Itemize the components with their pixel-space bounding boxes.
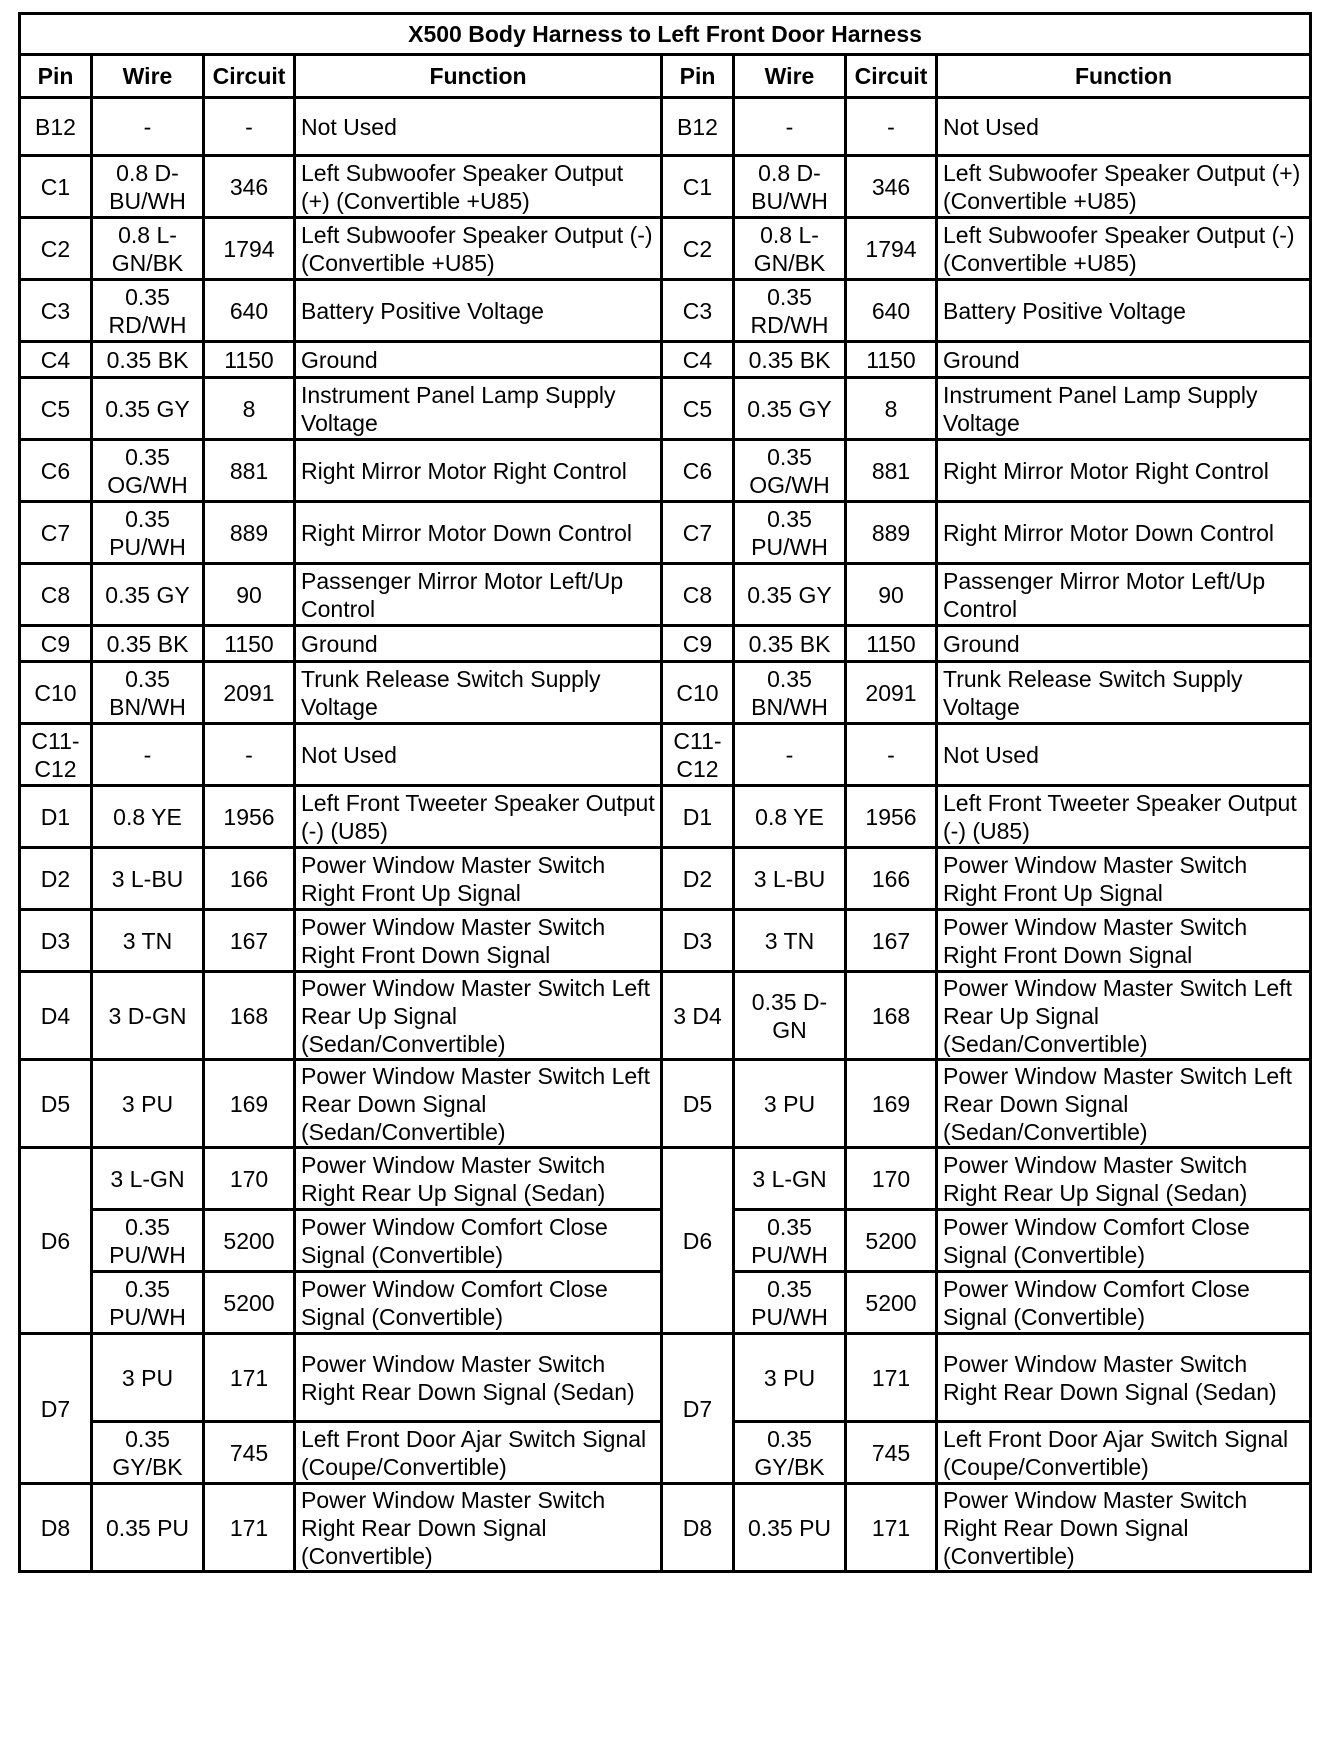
table-row <box>20 98 1311 156</box>
wire-cell: 0.35 PU/WH <box>734 502 846 564</box>
circuit-cell: 8 <box>846 378 937 440</box>
circuit-cell: 90 <box>846 564 937 626</box>
wire-cell: 0.8 YE <box>92 786 204 848</box>
wire-cell: 0.8 YE <box>734 786 846 848</box>
wire-cell: 0.35 PU <box>92 1484 204 1572</box>
header-row <box>20 55 1311 98</box>
circuit-cell: 5200 <box>204 1210 295 1272</box>
function-cell: Power Window Master Switch Right Rear Down Signal (Sedan) <box>937 1334 1311 1422</box>
wire-cell: - <box>92 724 204 786</box>
pin-cell: D1 <box>662 786 734 848</box>
pin-cell: D5 <box>20 1060 92 1148</box>
header-function: Function <box>295 55 662 98</box>
circuit-cell: 5200 <box>846 1210 937 1272</box>
harness-table-container <box>18 12 1309 1573</box>
wire-cell: 3 L-GN <box>92 1148 204 1210</box>
function-cell: Left Subwoofer Speaker Output (+) (Convertible +U85) <box>937 156 1311 218</box>
table-row <box>20 378 1311 440</box>
circuit-cell: 170 <box>204 1148 295 1210</box>
circuit-cell: 1150 <box>204 342 295 378</box>
wire-cell: 3 PU <box>734 1060 846 1148</box>
pin-cell: B12 <box>662 98 734 156</box>
function-cell: Power Window Master Switch Right Front Up Signal <box>937 848 1311 910</box>
function-cell: Power Window Master Switch Right Rear Down Signal (Convertible) <box>937 1484 1311 1572</box>
pin-cell: D3 <box>662 910 734 972</box>
table-row <box>20 1060 1311 1148</box>
table-row <box>20 848 1311 910</box>
function-cell: Power Window Master Switch Right Rear Down Signal (Sedan) <box>295 1334 662 1422</box>
wire-cell: 0.35 BN/WH <box>734 662 846 724</box>
wire-cell: 3 L-BU <box>734 848 846 910</box>
circuit-cell: 90 <box>204 564 295 626</box>
wire-cell: - <box>734 724 846 786</box>
function-cell: Power Window Master Switch Left Rear Down Signal (Sedan/Convertible) <box>295 1060 662 1148</box>
wire-cell: 0.35 PU/WH <box>92 1210 204 1272</box>
pin-cell: 3 D4 <box>662 972 734 1060</box>
function-cell: Not Used <box>937 98 1311 156</box>
pin-cell: C6 <box>662 440 734 502</box>
function-cell: Passenger Mirror Motor Left/Up Control <box>295 564 662 626</box>
function-cell: Ground <box>295 342 662 378</box>
pin-cell: D8 <box>20 1484 92 1572</box>
function-cell: Not Used <box>295 98 662 156</box>
pin-cell: D3 <box>20 910 92 972</box>
circuit-cell: 170 <box>846 1148 937 1210</box>
function-cell: Power Window Master Switch Right Front Up Signal <box>295 848 662 910</box>
function-cell: Power Window Master Switch Left Rear Up Signal (Sedan/Convertible) <box>295 972 662 1060</box>
pin-cell: C10 <box>662 662 734 724</box>
circuit-cell: 171 <box>846 1484 937 1572</box>
circuit-cell: 166 <box>204 848 295 910</box>
pin-cell: C1 <box>20 156 92 218</box>
circuit-cell: 889 <box>846 502 937 564</box>
wire-cell: 0.35 D-GN <box>734 972 846 1060</box>
table-row <box>20 280 1311 342</box>
pin-cell: D2 <box>662 848 734 910</box>
function-cell: Instrument Panel Lamp Supply Voltage <box>937 378 1311 440</box>
wire-cell: 3 TN <box>734 910 846 972</box>
function-cell: Power Window Master Switch Right Rear Down Signal (Convertible) <box>295 1484 662 1572</box>
wire-cell: 3 PU <box>92 1334 204 1422</box>
wire-cell: 0.35 GY/BK <box>92 1422 204 1484</box>
function-cell: Power Window Comfort Close Signal (Convertible) <box>295 1272 662 1334</box>
pin-cell: C11-C12 <box>662 724 734 786</box>
table-row <box>20 724 1311 786</box>
table-row <box>20 786 1311 848</box>
pin-cell: D7 <box>20 1334 92 1484</box>
circuit-cell: 640 <box>846 280 937 342</box>
function-cell: Right Mirror Motor Down Control <box>295 502 662 564</box>
function-cell: Left Subwoofer Speaker Output (-) (Convertible +U85) <box>295 218 662 280</box>
circuit-cell: 168 <box>204 972 295 1060</box>
pin-cell: C2 <box>662 218 734 280</box>
table-row <box>20 502 1311 564</box>
circuit-cell: - <box>846 98 937 156</box>
wire-cell: 0.35 BK <box>734 626 846 662</box>
header-pin: Pin <box>20 55 92 98</box>
circuit-cell: - <box>846 724 937 786</box>
pin-cell: C3 <box>20 280 92 342</box>
pin-cell: C8 <box>662 564 734 626</box>
pin-cell: D5 <box>662 1060 734 1148</box>
function-cell: Passenger Mirror Motor Left/Up Control <box>937 564 1311 626</box>
table-row <box>20 1148 1311 1210</box>
table-title: X500 Body Harness to Left Front Door Harness <box>20 14 1311 55</box>
function-cell: Power Window Master Switch Right Front Down Signal <box>295 910 662 972</box>
wire-cell: - <box>734 98 846 156</box>
circuit-cell: 1794 <box>204 218 295 280</box>
wire-cell: 3 L-BU <box>92 848 204 910</box>
header-circuit: Circuit <box>204 55 295 98</box>
wire-cell: 0.35 GY <box>734 564 846 626</box>
wire-cell: 0.8 D-BU/WH <box>734 156 846 218</box>
circuit-cell: 168 <box>846 972 937 1060</box>
function-cell: Trunk Release Switch Supply Voltage <box>295 662 662 724</box>
wire-cell: 3 PU <box>734 1334 846 1422</box>
circuit-cell: 889 <box>204 502 295 564</box>
table-row <box>20 1334 1311 1422</box>
pin-cell: C4 <box>20 342 92 378</box>
circuit-cell: 171 <box>846 1334 937 1422</box>
wire-cell: 0.35 GY/BK <box>734 1422 846 1484</box>
circuit-cell: 1956 <box>204 786 295 848</box>
circuit-cell: 171 <box>204 1334 295 1422</box>
table-row <box>20 1484 1311 1572</box>
pin-cell: C8 <box>20 564 92 626</box>
function-cell: Power Window Comfort Close Signal (Convertible) <box>937 1210 1311 1272</box>
function-cell: Power Window Comfort Close Signal (Convertible) <box>937 1272 1311 1334</box>
wire-cell: 0.35 BN/WH <box>92 662 204 724</box>
circuit-cell: 167 <box>846 910 937 972</box>
function-cell: Power Window Master Switch Right Front Down Signal <box>937 910 1311 972</box>
wire-cell: 0.35 PU/WH <box>92 1272 204 1334</box>
function-cell: Instrument Panel Lamp Supply Voltage <box>295 378 662 440</box>
circuit-cell: 2091 <box>846 662 937 724</box>
function-cell: Power Window Master Switch Left Rear Up Signal (Sedan/Convertible) <box>937 972 1311 1060</box>
wire-cell: 0.35 PU <box>734 1484 846 1572</box>
function-cell: Left Subwoofer Speaker Output (+) (Convertible +U85) <box>295 156 662 218</box>
circuit-cell: 167 <box>204 910 295 972</box>
table-row <box>20 972 1311 1060</box>
function-cell: Right Mirror Motor Right Control <box>295 440 662 502</box>
pinout-table <box>18 12 1312 1573</box>
wire-cell: 3 PU <box>92 1060 204 1148</box>
pin-cell: C11-C12 <box>20 724 92 786</box>
wire-cell: 0.35 RD/WH <box>92 280 204 342</box>
wire-cell: 0.35 OG/WH <box>734 440 846 502</box>
wire-cell: 0.8 L-GN/BK <box>734 218 846 280</box>
pin-cell: D6 <box>20 1148 92 1334</box>
circuit-cell: 640 <box>204 280 295 342</box>
pin-cell: C2 <box>20 218 92 280</box>
circuit-cell: 1150 <box>204 626 295 662</box>
wire-cell: 3 D-GN <box>92 972 204 1060</box>
circuit-cell: 346 <box>204 156 295 218</box>
circuit-cell: 2091 <box>204 662 295 724</box>
header-pin: Pin <box>662 55 734 98</box>
circuit-cell: 5200 <box>204 1272 295 1334</box>
circuit-cell: 346 <box>846 156 937 218</box>
wire-cell: 0.35 BK <box>92 626 204 662</box>
table-body <box>20 98 1311 1572</box>
function-cell: Ground <box>937 342 1311 378</box>
function-cell: Left Front Tweeter Speaker Output (-) (U85) <box>295 786 662 848</box>
pin-cell: D1 <box>20 786 92 848</box>
circuit-cell: 1956 <box>846 786 937 848</box>
circuit-cell: 171 <box>204 1484 295 1572</box>
function-cell: Left Subwoofer Speaker Output (-) (Convertible +U85) <box>937 218 1311 280</box>
function-cell: Ground <box>937 626 1311 662</box>
function-cell: Right Mirror Motor Right Control <box>937 440 1311 502</box>
pin-cell: C10 <box>20 662 92 724</box>
pin-cell: D7 <box>662 1334 734 1484</box>
wire-cell: 0.35 GY <box>92 564 204 626</box>
header-function: Function <box>937 55 1311 98</box>
circuit-cell: - <box>204 98 295 156</box>
table-row <box>20 440 1311 502</box>
wire-cell: 3 TN <box>92 910 204 972</box>
pin-cell: C7 <box>20 502 92 564</box>
table-row <box>20 342 1311 378</box>
circuit-cell: 169 <box>846 1060 937 1148</box>
wire-cell: 0.35 PU/WH <box>92 502 204 564</box>
circuit-cell: 1150 <box>846 626 937 662</box>
function-cell: Battery Positive Voltage <box>295 280 662 342</box>
circuit-cell: 166 <box>846 848 937 910</box>
table-row <box>20 662 1311 724</box>
wire-cell: 0.8 D-BU/WH <box>92 156 204 218</box>
function-cell: Power Window Master Switch Right Rear Up Signal (Sedan) <box>295 1148 662 1210</box>
function-cell: Battery Positive Voltage <box>937 280 1311 342</box>
table-row <box>20 564 1311 626</box>
pin-cell: D8 <box>662 1484 734 1572</box>
table-row <box>20 156 1311 218</box>
wire-cell: 0.35 BK <box>92 342 204 378</box>
circuit-cell: 745 <box>846 1422 937 1484</box>
circuit-cell: 881 <box>846 440 937 502</box>
pin-cell: D2 <box>20 848 92 910</box>
wire-cell: 0.35 GY <box>92 378 204 440</box>
function-cell: Power Window Master Switch Left Rear Down Signal (Sedan/Convertible) <box>937 1060 1311 1148</box>
circuit-cell: 881 <box>204 440 295 502</box>
header-wire: Wire <box>734 55 846 98</box>
pin-cell: C5 <box>662 378 734 440</box>
pin-cell: C3 <box>662 280 734 342</box>
function-cell: Right Mirror Motor Down Control <box>937 502 1311 564</box>
pin-cell: C9 <box>20 626 92 662</box>
function-cell: Ground <box>295 626 662 662</box>
wire-cell: 0.35 OG/WH <box>92 440 204 502</box>
header-circuit: Circuit <box>846 55 937 98</box>
function-cell: Not Used <box>937 724 1311 786</box>
function-cell: Left Front Door Ajar Switch Signal (Coupe/Convertible) <box>295 1422 662 1484</box>
pin-cell: C4 <box>662 342 734 378</box>
pin-cell: C6 <box>20 440 92 502</box>
pin-cell: C9 <box>662 626 734 662</box>
pin-cell: B12 <box>20 98 92 156</box>
header-wire: Wire <box>92 55 204 98</box>
function-cell: Left Front Tweeter Speaker Output (-) (U85) <box>937 786 1311 848</box>
wire-cell: 0.35 PU/WH <box>734 1210 846 1272</box>
circuit-cell: 1794 <box>846 218 937 280</box>
function-cell: Trunk Release Switch Supply Voltage <box>937 662 1311 724</box>
circuit-cell: 745 <box>204 1422 295 1484</box>
circuit-cell: 1150 <box>846 342 937 378</box>
title-row <box>20 14 1311 55</box>
circuit-cell: 5200 <box>846 1272 937 1334</box>
table-row <box>20 626 1311 662</box>
wire-cell: 3 L-GN <box>734 1148 846 1210</box>
wire-cell: - <box>92 98 204 156</box>
pin-cell: C1 <box>662 156 734 218</box>
pin-cell: D4 <box>20 972 92 1060</box>
wire-cell: 0.35 RD/WH <box>734 280 846 342</box>
pin-cell: C7 <box>662 502 734 564</box>
wire-cell: 0.35 PU/WH <box>734 1272 846 1334</box>
circuit-cell: 169 <box>204 1060 295 1148</box>
circuit-cell: 8 <box>204 378 295 440</box>
wire-cell: 0.35 GY <box>734 378 846 440</box>
function-cell: Power Window Comfort Close Signal (Convertible) <box>295 1210 662 1272</box>
table-row <box>20 910 1311 972</box>
wire-cell: 0.8 L-GN/BK <box>92 218 204 280</box>
function-cell: Power Window Master Switch Right Rear Up Signal (Sedan) <box>937 1148 1311 1210</box>
wire-cell: 0.35 BK <box>734 342 846 378</box>
function-cell: Not Used <box>295 724 662 786</box>
table-row <box>20 218 1311 280</box>
pin-cell: C5 <box>20 378 92 440</box>
pin-cell: D6 <box>662 1148 734 1334</box>
circuit-cell: - <box>204 724 295 786</box>
function-cell: Left Front Door Ajar Switch Signal (Coupe/Convertible) <box>937 1422 1311 1484</box>
